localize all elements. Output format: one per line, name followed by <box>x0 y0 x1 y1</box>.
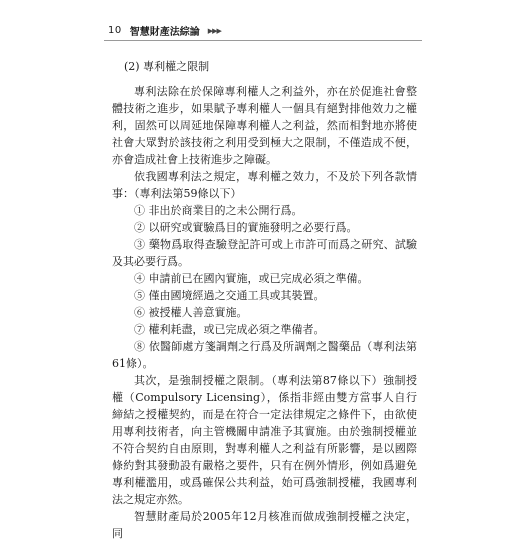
paragraph: 依我國專利法之規定，專利權之效力，不及於下列各款情事：（專利法第59條以下） <box>112 170 417 200</box>
list-item: ③ 藥物爲取得查驗登記許可或上市許可而爲之研究、試驗及其必要行爲。 <box>112 238 417 268</box>
paragraph: 其次，是強制授權之限制。（專利法第87條以下）強制授權（Compulsory Licensing），係指非經由雙方當事人自行締結之授權契約，而是在符合一定法律規定之條件下，由欲使用專利技術者，向主管機關申請准予其實施。由於強制授權並不符合契約自由原則，對專利權人之利益有所影響，是以國際條約對其發動設有嚴格之要件，只有在例外情形，例如爲避免專利權濫用，或爲確保公共利益，始可爲強制授權，我國專利法之規定亦然。 <box>112 374 417 506</box>
paragraph: 智慧財產局於2005年12月核准而做成強制授權之決定，同 <box>112 510 417 540</box>
running-header <box>108 23 221 38</box>
paragraph: 專利法除在於保障專利權人之利益外，亦在於促進社會整體技術之進步，如果賦予專利權人一個具有絕對排他效力之權利，固然可以周延地保障專利權人之利益，然而相對地亦將使社會大眾對於該技術之利用受到極大之限制，不僅造成不便，亦會造成社會上技術進步之障礙。 <box>112 85 417 166</box>
header-rule <box>104 40 422 41</box>
page-body <box>112 58 417 542</box>
book-title: 智慧財產法綜論 <box>129 27 200 38</box>
list-item: ① 非出於商業目的之未公開行爲。 <box>134 204 303 217</box>
list-item: ⑦ 權利耗盡，或已完成必須之準備者。 <box>134 323 325 336</box>
list-item: ② 以研究或實驗爲目的實施發明之必要行爲。 <box>134 221 358 234</box>
list-item: ④ 申請前已在國內實施，或已完成必須之準備。 <box>134 272 369 285</box>
section-title: (2) 專利權之限制 <box>124 60 210 73</box>
page-number: 10 <box>108 25 122 36</box>
list-item: ⑧ 依醫師處方箋調劑之行爲及所調劑之醫藥品（專利法第61條）。 <box>112 340 417 370</box>
header-arrows-icon: ▶▶▶ <box>207 26 221 35</box>
list-item: ⑥ 被授權人善意實施。 <box>134 306 248 319</box>
list-item: ⑤ 僅由國境經過之交通工具或其裝置。 <box>134 289 325 302</box>
